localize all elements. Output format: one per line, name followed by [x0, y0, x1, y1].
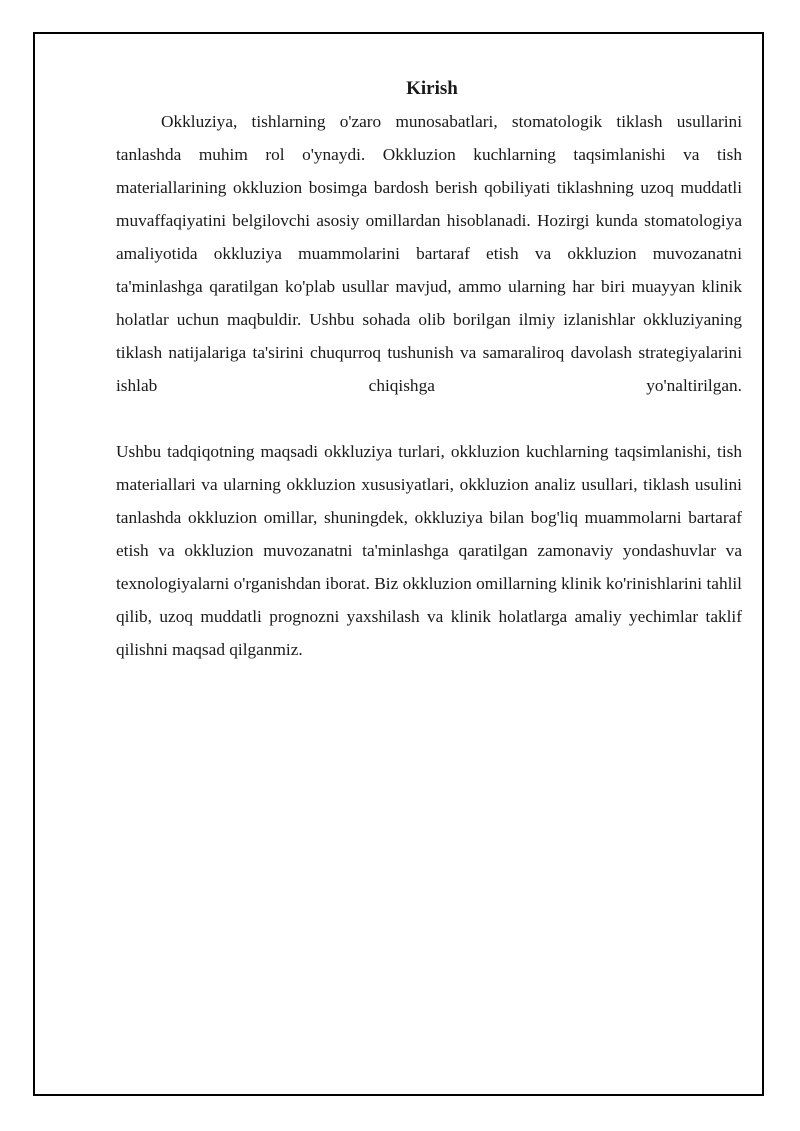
paragraph-introduction: Okkluziya, tishlarning o'zaro munosabatlari, stomatologik tiklash usullarini tanlashda muhim rol o'ynaydi. Okkluzion kuchlarning taqsimlanishi va tish materiallarining okkluzion bosimga bardosh berish qobiliyati tiklashning uzoq muddatli muvaffaqiyatini belgilovchi asosiy omillardan hisoblanadi. Hozirgi kunda stomatologiya amaliyotida okkluziya muammolarini bartaraf etish va okkluzion muvozanatni ta'minlashga qaratilgan ko'plab usullar mavjud, ammo ularning har biri muayyan klinik holatlar uchun maqbuldir. Ushbu sohada olib borilgan ilmiy izlanishlar okkluziyaning tiklash natijalariga ta'sirini chuqurroq tushunish va samaraliroq davolash strategiyalarini ishlab chiqishga yo'naltirilgan. — [116, 112, 742, 395]
document-body — [116, 72, 742, 666]
paragraph-purpose: Ushbu tadqiqotning maqsadi okkluziya turlari, okkluzion kuchlarning taqsimlanishi, tish materiallari va ularning okkluzion xususiyatlari, okkluzion analiz usullari, tiklash usulini tanlashda okkluzion omillar, shuningdek, okkluziya bilan bog'liq muammolarni bartaraf etish va okkluzion muvozanatni ta'minlashga qaratilgan zamonaviy yondashuvlar va texnologiyalarni o'rganishdan iborat. Biz okkluzion omillarning klinik ko'rinishlarini tahlil qilib, uzoq muddatli prognozni yaxshilash va klinik holatlarga amaliy yechimlar taklif qilishni maqsad qilganmiz. — [116, 442, 742, 659]
document-title: Kirish — [406, 78, 458, 99]
paragraph-spacer — [116, 402, 742, 435]
